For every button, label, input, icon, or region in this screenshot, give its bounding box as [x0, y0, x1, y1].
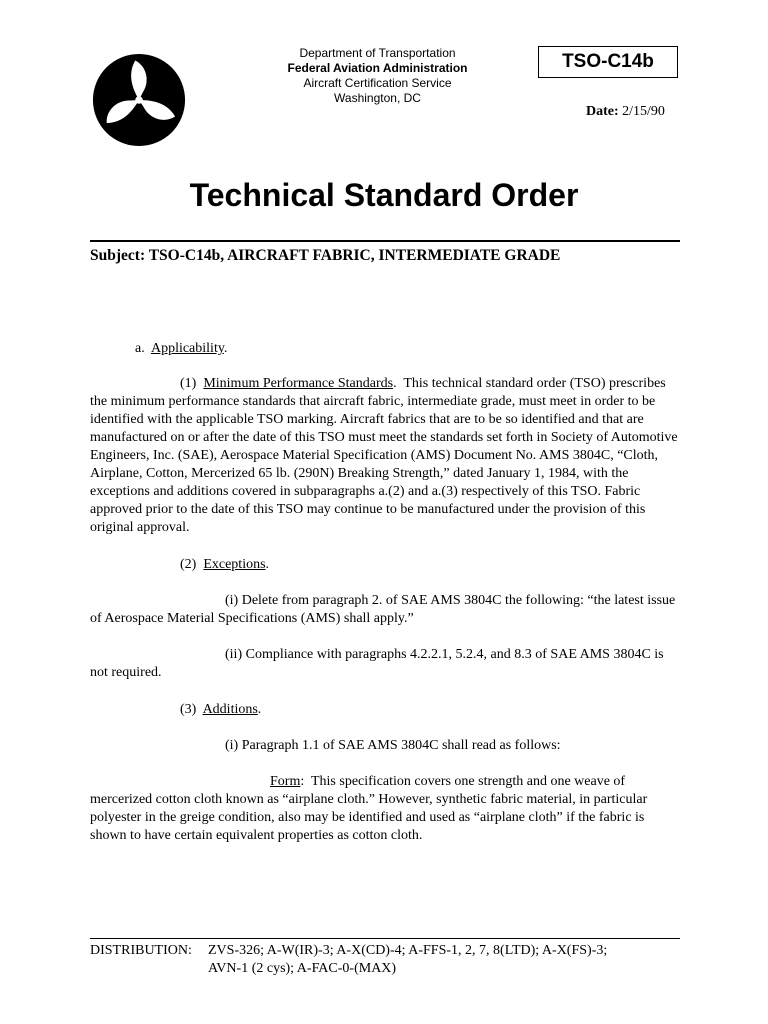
- agency-service: Aircraft Certification Service: [303, 76, 452, 90]
- date-line: [586, 104, 665, 120]
- form-text: This specification covers one strength and one weave of mercerized cotton cloth known as “airplane cloth.” However, synthetic fabric material, in particular polyester in the greige condition, also may be identified and used as “airplane cloth” if the fabric is shown to have certain equivalent properties as cotton cloth.: [90, 774, 648, 843]
- footer-divider: [90, 938, 680, 939]
- section-a-marker: a.: [135, 341, 145, 356]
- agency-administration: Federal Aviation Administration: [287, 61, 468, 75]
- section-a-title: Applicability: [150, 341, 224, 356]
- tso-number-box: TSO-C14b: [538, 46, 678, 78]
- distribution-label: DISTRIBUTION:: [90, 943, 192, 958]
- paragraph-3-i: (i) Paragraph 1.1 of SAE AMS 3804C shall read as follows:: [225, 738, 561, 753]
- date-label: Date:: [586, 104, 619, 119]
- date-value: 2/15/90: [622, 104, 665, 119]
- paragraph-3-heading: Additions: [202, 702, 258, 717]
- paragraph-2-ii: (ii) Compliance with paragraphs 4.2.2.1, 5.2.4, and 8.3 of SAE AMS 3804C is not required.: [90, 647, 664, 680]
- distribution-line-1: ZVS-326; A-W(IR)-3; A-X(CD)-4; A-FFS-1, 2, 7, 8(LTD); A-X(FS)-3;: [208, 943, 608, 958]
- paragraph-2-marker: (2): [180, 557, 197, 572]
- distribution-line-2: AVN-1 (2 cys); A-FAC-0-(MAX): [208, 961, 397, 976]
- paragraph-2-heading-line: (2) Exceptions.: [180, 557, 270, 572]
- agency-department: Department of Transportation: [299, 46, 456, 60]
- paragraph-1-heading: Minimum Performance Standards: [203, 376, 394, 391]
- form-heading: Form: [270, 774, 301, 789]
- title-divider: [90, 240, 680, 242]
- paragraph-3-marker: (3): [180, 702, 197, 717]
- paragraph-1-text: This technical standard order (TSO) prescribes the minimum performance standards that aircraft fabric, intermediate grade, must meet in order to be identified with the applicable TSO marking. Aircraft fabrics that are to be so identified and that are manufactured on or after the date of this TSO must meet the standards set forth in Society of Automotive Engineers, Inc. (SAE), Aerospace Material Specification (AMS) Document No. AMS 3804C, “Cloth, Airplane, Cotton, Mercerized 65 lb. (290N) Breaking Strength,” dated January 1, 1984, with the exceptions and additions covered in subparagraphs a.(2) and a.(3) respectively of this TSO. Fabric approved prior to the date of this TSO may continue to be manufactured under the provision of this original approval.: [90, 376, 678, 535]
- section-a-heading: a. Applicability.: [135, 341, 228, 356]
- page-title: Technical Standard Order: [189, 177, 579, 213]
- paragraph-2-heading: Exceptions: [203, 557, 266, 572]
- paragraph-1-marker: (1): [180, 376, 197, 391]
- paragraph-1: (1) Minimum Performance Standards. This technical standard order (TSO) prescribes the minimum performance standards that aircraft fabric, intermediate grade, must meet in order to be identified with the applicable TSO marking. Aircraft fabrics that are to be so identified and that are manufactured on or after the date of this TSO must meet the standards set forth in Society of Automotive Engineers, Inc. (SAE), Aerospace Material Specification (AMS) Document No. AMS 3804C, “Cloth, Airplane, Cotton, Mercerized 65 lb. (290N) Breaking Strength,” dated January 1, 1984, with the exceptions and additions covered in subparagraphs a.(2) and a.(3) respectively of this TSO. Fabric approved prior to the date of this TSO may continue to be manufactured under the provision of this original approval.: [90, 376, 678, 535]
- subject-line: Subject: TSO-C14b, AIRCRAFT FABRIC, INTERMEDIATE GRADE: [90, 247, 561, 264]
- dot-logo-icon: [92, 53, 186, 147]
- form-paragraph: Form: This specification covers one strength and one weave of mercerized cotton cloth known as “airplane cloth.” However, synthetic fabric material, in particular polyester in the greige condition, also may be identified and used as “airplane cloth” if the fabric is shown to have certain equivalent properties as cotton cloth.: [90, 774, 648, 843]
- paragraph-2-i: (i) Delete from paragraph 2. of SAE AMS 3804C the following: “the latest issue of Aerospace Material Specifications (AMS) shall apply.”: [90, 593, 676, 626]
- paragraph-3-heading-line: (3) Additions.: [180, 702, 262, 717]
- agency-location: Washington, DC: [334, 91, 421, 105]
